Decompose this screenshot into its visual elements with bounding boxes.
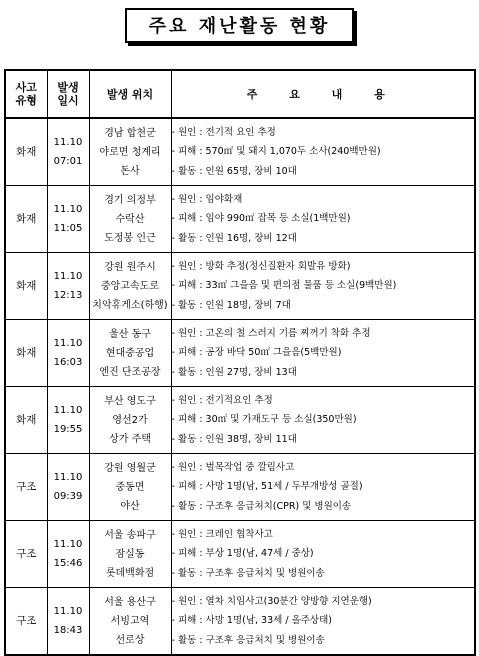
incident-type: 화재 <box>5 118 47 186</box>
detail-response: - 활동 : 인원 38명, 장비 11대 <box>171 433 297 445</box>
detail-cause: - 원인 : 크레인 협착사고 <box>171 528 273 540</box>
detail-damage: - 피해 : 사망 1명(남, 51세 / 두부개방성 골절) <box>171 481 363 493</box>
incident-date: 11.10 <box>53 338 83 349</box>
incident-location <box>89 320 171 387</box>
location-line: 롯데백화점 <box>105 567 155 579</box>
detail-damage: - 피해 : 부상 1명(남, 47세 / 중상) <box>171 548 314 560</box>
detail-damage: - 피해 : 33㎡ 그을음 및 편의점 물품 등 소실(9백만원) <box>171 280 397 292</box>
table-row <box>5 454 475 521</box>
detail-damage: - 피해 : 30㎡ 및 가재도구 등 소실(350만원) <box>171 414 357 426</box>
incident-datetime <box>47 588 89 656</box>
location-line: 서빙고역 <box>110 615 150 627</box>
header-type-line: 사고 <box>15 81 37 94</box>
location-line: 상가 주택 <box>109 433 151 445</box>
page-title: 주요 재난활동 현황 <box>125 8 355 43</box>
location-line: 영선2가 <box>112 414 148 426</box>
detail-cause: - 원인 : 전기적요인 추정 <box>171 394 273 406</box>
header-datetime-line: 발생 <box>57 81 79 94</box>
disaster-table <box>4 69 476 656</box>
location-line: 서울 용산구 <box>104 596 156 608</box>
detail-response: - 활동 : 인원 16명, 장비 12대 <box>171 232 297 244</box>
incident-details <box>171 186 475 253</box>
detail-damage: - 피해 : 임야 990㎡ 잡목 등 소실(1백만원) <box>171 213 351 225</box>
incident-time: 09:39 <box>53 491 83 502</box>
detail-damage: - 피해 : 공장 바닥 50㎡ 그을음(5백만원) <box>171 347 342 359</box>
incident-time: 19:55 <box>53 424 83 435</box>
incident-date: 11.10 <box>53 204 83 215</box>
incident-details <box>171 454 475 521</box>
location-line: 치악휴게소(하행) <box>92 299 168 311</box>
location-line: 돈사 <box>120 165 140 177</box>
incident-time: 12:13 <box>53 290 83 301</box>
incident-datetime <box>47 320 89 387</box>
incident-date: 11.10 <box>53 271 83 282</box>
table-row <box>5 320 475 387</box>
detail-response: - 활동 : 구조후 응급처치(CPR) 및 병원이송 <box>171 500 352 512</box>
incident-datetime <box>47 387 89 454</box>
incident-time: 11:05 <box>53 223 83 234</box>
title-area <box>0 8 479 43</box>
detail-cause: - 원인 : 방화 추정(정신질환자 회발유 방화) <box>171 260 351 272</box>
detail-response: - 활동 : 구조후 응급처치 및 병원이송 <box>171 634 325 646</box>
header-type-line: 유형 <box>15 94 37 107</box>
table-row <box>5 186 475 253</box>
incident-location <box>89 454 171 521</box>
incident-type: 화재 <box>5 387 47 454</box>
incident-location <box>89 253 171 320</box>
location-line: 경기 의정부 <box>104 194 156 206</box>
incident-details <box>171 521 475 588</box>
detail-damage: - 피해 : 570㎡ 및 돼지 1,070두 소사(240백만원) <box>171 146 381 158</box>
location-line: 경남 합천군 <box>104 127 156 139</box>
location-line: 울산 동구 <box>109 328 151 340</box>
detail-response: - 활동 : 인원 65명, 장비 10대 <box>171 165 297 177</box>
incident-type: 구조 <box>5 454 47 521</box>
location-line: 잠실동 <box>115 548 145 560</box>
incident-type: 구조 <box>5 588 47 656</box>
incident-location <box>89 521 171 588</box>
location-line: 강원 영월군 <box>104 462 156 474</box>
detail-cause: - 원인 : 전기적 요인 추정 <box>171 126 276 138</box>
incident-location <box>89 588 171 656</box>
incident-date: 11.10 <box>53 405 83 416</box>
detail-response: - 활동 : 인원 18명, 장비 7대 <box>171 299 291 311</box>
detail-cause: - 원인 : 열차 치임사고(30분간 양방향 지연운행) <box>171 595 372 607</box>
incident-location <box>89 118 171 186</box>
location-line: 강원 원주시 <box>104 261 156 273</box>
incident-datetime <box>47 186 89 253</box>
location-line: 부산 영도구 <box>104 395 156 407</box>
table-row <box>5 118 475 186</box>
incident-datetime <box>47 118 89 186</box>
location-line: 엔진 단조공장 <box>99 366 161 378</box>
incident-details <box>171 118 475 186</box>
detail-cause: - 원인 : 고온의 철 스러지 기름 찌꺼기 착화 추정 <box>171 327 371 339</box>
location-line: 야산 <box>120 500 140 512</box>
location-line: 서울 송파구 <box>104 529 156 541</box>
header-datetime <box>47 70 89 118</box>
table-row <box>5 253 475 320</box>
incident-datetime <box>47 454 89 521</box>
incident-datetime <box>47 521 89 588</box>
incident-datetime <box>47 253 89 320</box>
table-row <box>5 521 475 588</box>
incident-time: 18:43 <box>53 625 83 636</box>
incident-details <box>171 387 475 454</box>
incident-type: 화재 <box>5 320 47 387</box>
location-line: 중앙고속도로 <box>101 280 159 292</box>
incident-date: 11.10 <box>53 137 83 148</box>
incident-date: 11.10 <box>53 472 83 483</box>
detail-response: - 활동 : 구조후 응급처치 및 병원이송 <box>171 567 325 579</box>
header-type <box>5 70 47 118</box>
detail-damage: - 피해 : 사망 1명(남, 33세 / 올주상태) <box>171 615 332 627</box>
incident-details <box>171 253 475 320</box>
incident-date: 11.10 <box>53 539 83 550</box>
table-row <box>5 588 475 656</box>
location-line: 수락산 <box>115 213 145 225</box>
incident-time: 15:46 <box>53 558 83 569</box>
incident-type: 화재 <box>5 186 47 253</box>
table-row <box>5 387 475 454</box>
header-datetime-line: 일시 <box>57 94 79 107</box>
location-line: 중동면 <box>115 481 145 493</box>
incident-time: 07:01 <box>53 156 83 167</box>
detail-cause: - 원인 : 임야화재 <box>171 193 243 205</box>
header-row <box>5 70 475 118</box>
incident-type: 화재 <box>5 253 47 320</box>
incident-time: 16:03 <box>53 357 83 368</box>
location-line: 도정봉 인근 <box>104 232 156 244</box>
detail-cause: - 원인 : 벌목작업 중 깔림사고 <box>171 461 295 473</box>
incident-type: 구조 <box>5 521 47 588</box>
incident-location <box>89 387 171 454</box>
header-details: 주 요 내 용 <box>171 70 475 118</box>
incident-details <box>171 588 475 656</box>
header-location: 발생 위치 <box>89 70 171 118</box>
location-line: 현대중공업 <box>105 347 155 359</box>
incident-date: 11.10 <box>53 606 83 617</box>
location-line: 야로면 청계리 <box>99 146 161 158</box>
incident-details <box>171 320 475 387</box>
detail-response: - 활동 : 인원 27명, 장비 13대 <box>171 366 297 378</box>
incident-location <box>89 186 171 253</box>
location-line: 선로상 <box>115 634 145 646</box>
